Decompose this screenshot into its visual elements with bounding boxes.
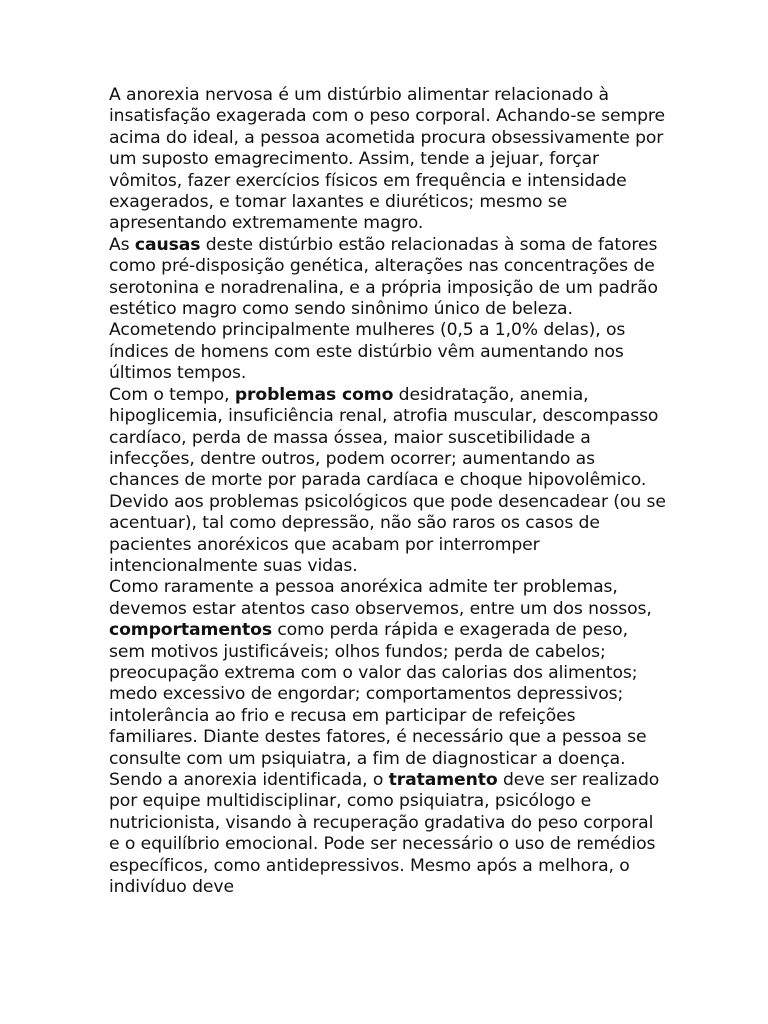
paragraph-problems	[109, 385, 669, 578]
text-segment: deve ser realizado por equipe multidisciplinar, como psiquiatra, psicólogo e nutricionista, visando à recuperação gradativa do peso corporal e o equilíbrio emocional. Pode ser necessário o uso de remédios específicos, como antidepressivos. Mesmo após a melhora, o indivíduo deve	[109, 770, 660, 898]
text-segment: como perda rápida e exagerada de peso, sem motivos justificáveis; olhos fundos; perda de cabelos; preocupação extrema com o valor das calorias dos alimentos; medo excessivo de engordar; comportamentos depressivos; intolerância ao frio e recusa em participar de refeições familiares. Diante destes fatores, é necessário que a pessoa se consulte com um psiquiatra, a fim de diagnosticar a doença.	[109, 620, 647, 769]
bold-term-tratamento: tratamento	[388, 770, 498, 790]
text-segment: Com o tempo,	[109, 384, 235, 405]
document-page	[109, 85, 669, 898]
text-segment: Como raramente a pessoa anoréxica admite ter problemas, devemos estar atentos caso observemos, entre um dos nossos,	[109, 577, 652, 619]
paragraph-behaviors	[109, 577, 669, 770]
paragraph-intro	[109, 85, 669, 235]
text-segment: deste distúrbio estão relacionadas à soma de fatores como pré-disposição genética, alterações nas concentrações de serotonina e noradrenalina, e a própria imposição de um padrão estético magro como sendo sinônimo único de beleza. Acometendo principalmente mulheres (0,5 a 1,0% delas), os índices de homens com este distúrbio vêm aumentando nos últimos tempos.	[109, 234, 658, 384]
bold-term-problemas: problemas como	[234, 384, 394, 405]
paragraph-causes	[109, 235, 669, 385]
text-segment: Sendo a anorexia identificada, o	[109, 770, 389, 790]
text-segment: A anorexia nervosa é um distúrbio alimentar relacionado à insatisfação exagerada com o peso corporal. Achando-se sempre acima do ideal, a pessoa acometida procura obsessivamente por um suposto emagrecimento. Assim, tende a jejuar, forçar vômitos, fazer exercícios físicos em frequência e intensidade exagerados, e tomar laxantes e diuréticos; mesmo se apresentando extremamente magro.	[109, 85, 665, 234]
text-segment: desidratação, anemia, hipoglicemia, insuficiência renal, atrofia muscular, descompasso cardíaco, perda de massa óssea, maior suscetibilidade a infecções, dentre outros, podem ocorrer; aumentando as chances de morte por parada cardíaca e choque hipovolêmico. Devido aos problemas psicológicos que pode desencadear (ou se acentuar), tal como depressão, não são raros os casos de pacientes anoréxicos que acabam por interromper intencionalmente suas vidas.	[109, 384, 666, 576]
bold-term-causas: causas	[134, 234, 201, 255]
text-segment: As	[109, 234, 135, 255]
paragraph-treatment	[109, 770, 669, 898]
bold-term-comportamentos: comportamentos	[109, 620, 272, 641]
